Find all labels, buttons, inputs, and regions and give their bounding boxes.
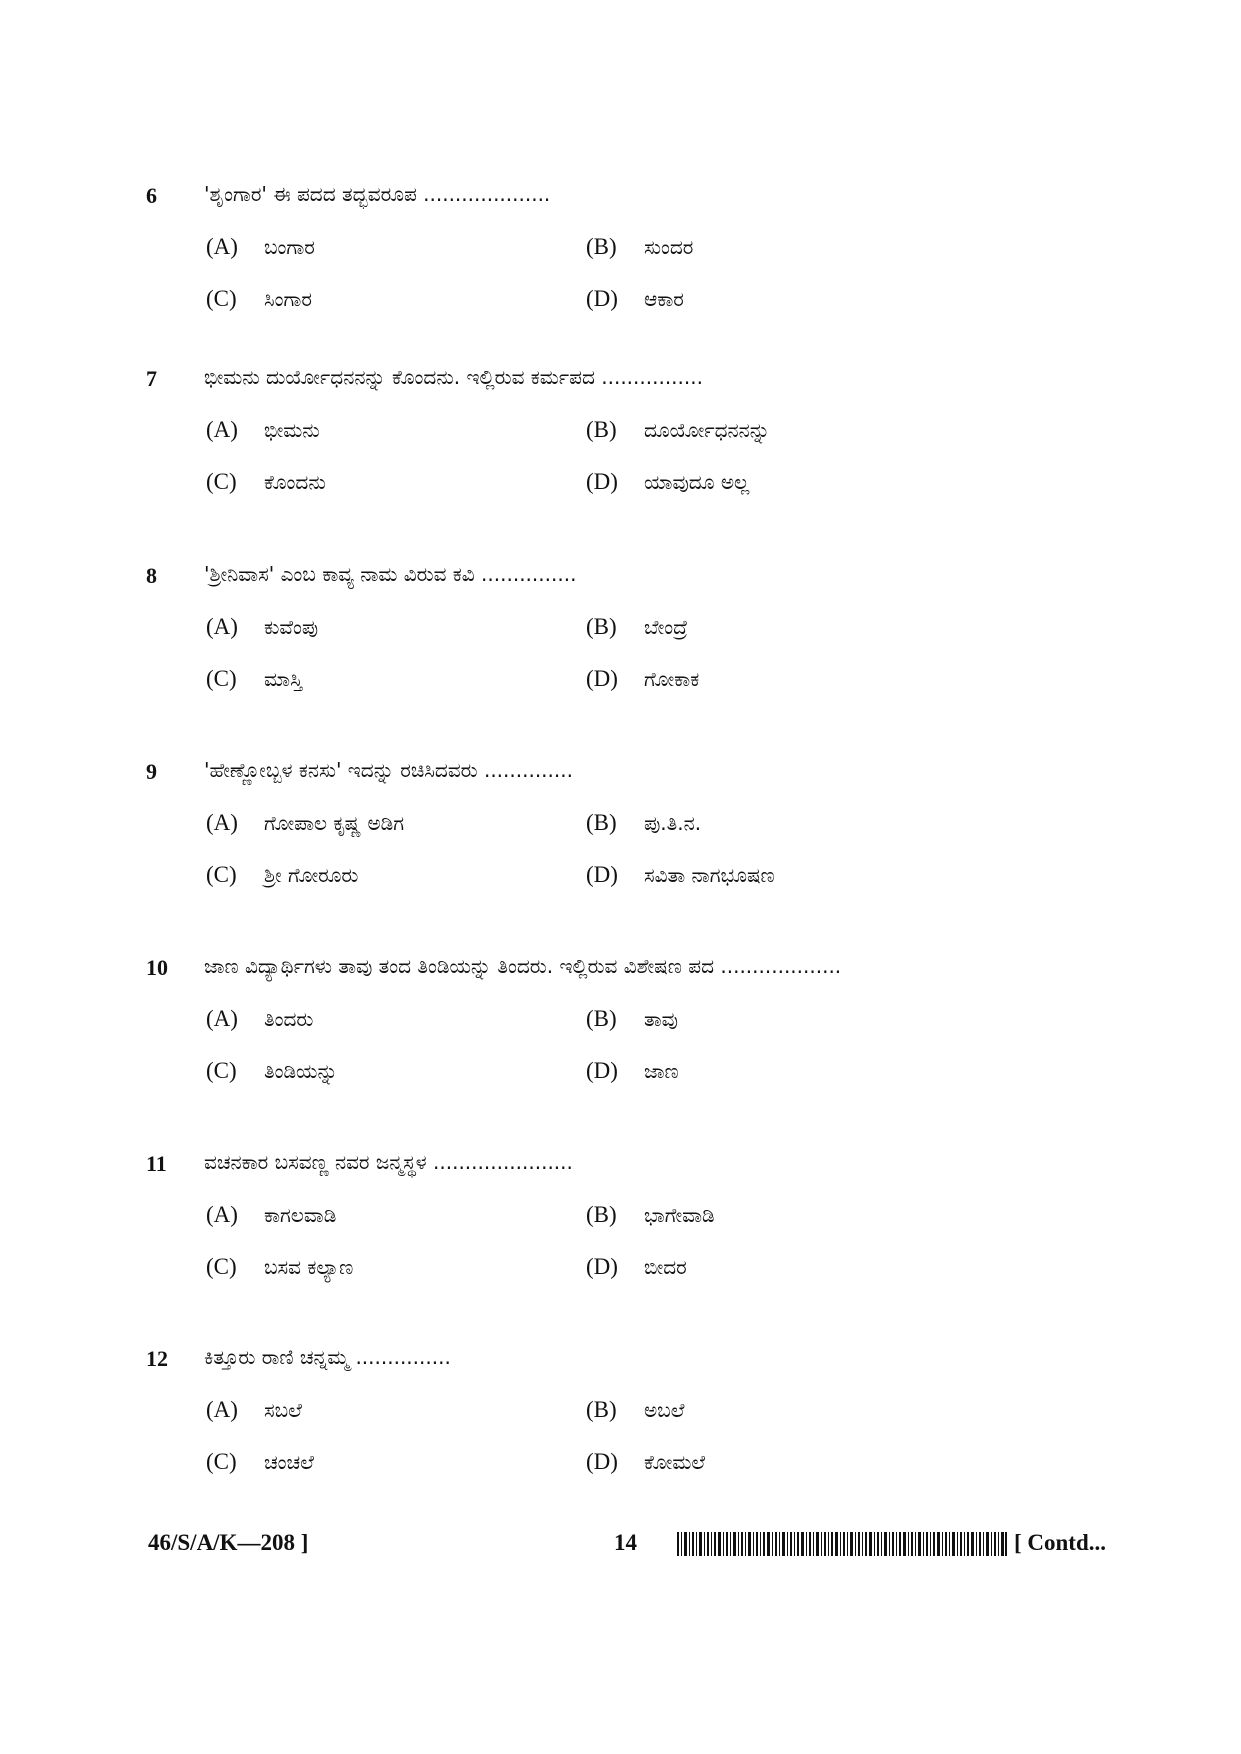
option-a: [206, 614, 318, 640]
option-c: [206, 1449, 314, 1475]
option-label: (A): [206, 810, 238, 835]
option-label: (B): [586, 1006, 617, 1031]
option-c: [206, 1254, 353, 1280]
option-b: [586, 417, 770, 443]
option-d: [586, 862, 775, 888]
option-label: (A): [206, 234, 238, 259]
option-text: ಕೋಮಲೆ: [644, 1450, 706, 1474]
option-d: [586, 1449, 705, 1475]
option-label: (C): [206, 1058, 237, 1083]
option-text: ಬೇಂದ್ರೆ: [644, 615, 688, 639]
question-number: 6: [146, 183, 157, 208]
option-label: (C): [206, 286, 237, 311]
option-d: [586, 1058, 679, 1084]
question-number: 9: [146, 759, 157, 784]
option-a: [206, 417, 320, 443]
question-text: 'ಶೃಂಗಾರ' ಈ ಪದದ ತದ್ಭವರೂಪ ....................: [204, 182, 551, 206]
option-label: (C): [206, 469, 237, 494]
option-text: ಗೋಕಾಕ: [644, 667, 700, 691]
option-text: ಬಂಗಾರ: [264, 235, 315, 259]
option-text: ಕಾಗಲವಾಡಿ: [264, 1203, 337, 1227]
continued-marker: [ Contd...: [1014, 1530, 1107, 1555]
option-label: (D): [586, 286, 618, 311]
option-label: (C): [206, 862, 237, 887]
barcode-icon: [677, 1532, 1007, 1556]
option-text: ಗೋಪಾಲ ಕೃಷ್ಣ ಅಡಿಗ: [264, 811, 405, 835]
page-number: 14: [614, 1530, 637, 1555]
option-text: ದೂರ್ಯೋಧನನನ್ನು: [644, 418, 770, 442]
option-label: (C): [206, 1449, 237, 1474]
option-d: [586, 286, 684, 312]
option-b: [586, 1202, 715, 1228]
option-label: (A): [206, 614, 238, 639]
question-number: 10: [146, 955, 168, 980]
option-text: ತಾವು: [644, 1007, 678, 1031]
question-text: ಜಾಣ ವಿದ್ಯಾರ್ಥಿಗಳು ತಾವು ತಂದ ತಿಂಡಿಯನ್ನು ತಿಂದರು. ಇಲ್ಲಿರುವ ವಿಶೇಷಣ ಪದ ...................: [204, 954, 842, 978]
option-label: (B): [586, 417, 617, 442]
option-text: ಬಸವ ಕಲ್ಯಾಣ: [264, 1255, 354, 1279]
option-label: (B): [586, 1397, 617, 1422]
option-a: [206, 1397, 302, 1423]
option-label: (D): [586, 1449, 618, 1474]
option-text: ಕೊಂದನು: [264, 470, 326, 494]
option-label: (D): [586, 1254, 618, 1279]
option-b: [586, 810, 701, 836]
option-label: (A): [206, 417, 238, 442]
option-text: ಬೀದರ: [644, 1255, 687, 1279]
question-text: 'ಶ್ರೀನಿವಾಸ' ಎಂಬ ಕಾವ್ಯ ನಾಮ ವಿರುವ ಕವಿ ...............: [204, 562, 577, 586]
option-label: (B): [586, 234, 617, 259]
option-a: [206, 810, 404, 836]
option-text: ಯಾವುದೂ ಅಲ್ಲ: [644, 470, 750, 494]
option-c: [206, 286, 312, 312]
option-text: ಭಾಗೇವಾಡಿ: [644, 1203, 715, 1227]
option-text: ತಿಂದರು: [264, 1007, 314, 1031]
option-c: [206, 862, 358, 888]
option-a: [206, 1202, 336, 1228]
option-label: (D): [586, 469, 618, 494]
option-c: [206, 469, 326, 495]
option-d: [586, 666, 699, 692]
question-number: 11: [146, 1151, 167, 1176]
question-text: ವಚನಕಾರ ಬಸವಣ್ಣ ನವರ ಜನ್ಮಸ್ಥಳ ......................: [204, 1150, 573, 1174]
page-footer: [0, 1530, 1241, 1560]
option-label: (D): [586, 862, 618, 887]
option-label: (A): [206, 1397, 238, 1422]
option-text: ಸಬಲೆ: [264, 1398, 302, 1422]
option-d: [586, 1254, 687, 1280]
option-text: ತಿಂಡಿಯನ್ನು: [264, 1059, 338, 1083]
paper-code: 46/S/A/K—208 ]: [148, 1530, 309, 1555]
option-a: [206, 1006, 313, 1032]
option-b: [586, 234, 693, 260]
option-text: ಸವಿತಾ ನಾಗಭೂಷಣ: [644, 863, 775, 887]
question-text: 'ಹೇಣ್ಣೋಬ್ಬಳ ಕನಸು' ಇದನ್ನು ರಚಿಸಿದವರು ..............: [204, 758, 573, 782]
option-text: ಅಬಲೆ: [644, 1398, 685, 1422]
option-b: [586, 614, 688, 640]
option-d: [586, 469, 749, 495]
question-text: ಕಿತ್ತೂರು ರಾಣಿ ಚನ್ನಮ್ಮ ...............: [204, 1345, 451, 1369]
option-text: ಪು.ತಿ.ನ.: [644, 811, 702, 835]
option-text: ಭೀಮನು: [264, 418, 320, 442]
option-label: (B): [586, 810, 617, 835]
option-text: ಆಕಾರ: [644, 287, 684, 311]
option-label: (C): [206, 1254, 237, 1279]
option-text: ಶ್ರೀ ಗೋರೂರು: [264, 863, 359, 887]
option-text: ಜಾಣ: [644, 1059, 679, 1083]
option-b: [586, 1397, 684, 1423]
option-b: [586, 1006, 678, 1032]
option-a: [206, 234, 315, 260]
option-label: (A): [206, 1202, 238, 1227]
option-label: (D): [586, 1058, 618, 1083]
option-label: (B): [586, 1202, 617, 1227]
option-text: ಕುವೆಂಪು: [264, 615, 319, 639]
option-text: ಚಂಚಲೆ: [264, 1450, 314, 1474]
question-number: 8: [146, 563, 157, 588]
option-c: [206, 666, 302, 692]
question-text: ಭೀಮನು ದುರ್ಯೋಧನನನ್ನು ಕೊಂದನು. ಇಲ್ಲಿರುವ ಕರ್ಮಪದ ................: [204, 365, 703, 389]
option-label: (A): [206, 1006, 238, 1031]
option-label: (C): [206, 666, 237, 691]
question-number: 7: [146, 366, 157, 391]
option-label: (D): [586, 666, 618, 691]
option-c: [206, 1058, 338, 1084]
option-text: ಮಾಸ್ತಿ: [264, 667, 303, 691]
option-text: ಸುಂದರ: [644, 235, 694, 259]
question-number: 12: [146, 1346, 168, 1371]
option-label: (B): [586, 614, 617, 639]
option-text: ಸಿಂಗಾರ: [264, 287, 312, 311]
